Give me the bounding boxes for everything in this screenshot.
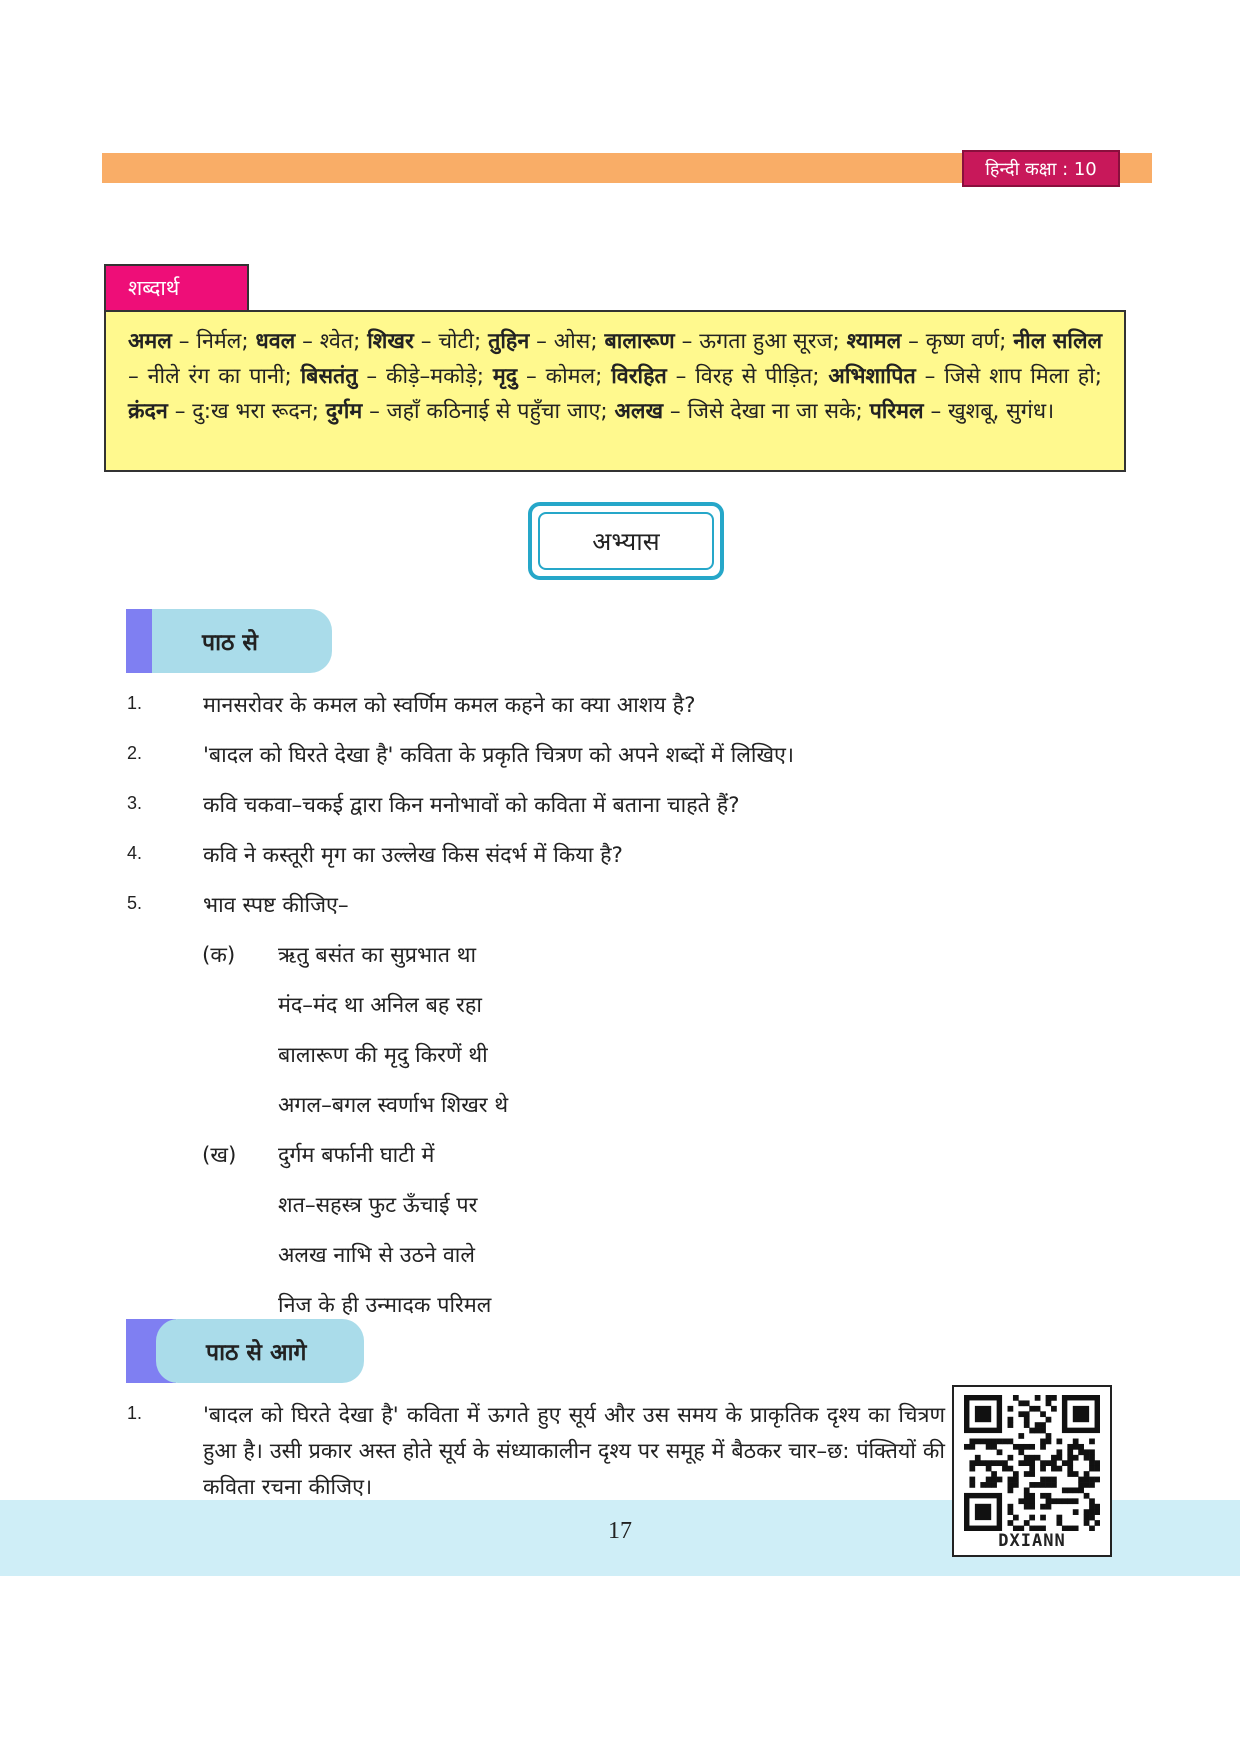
poem-line: शत–सहस्त्र फुट ऊँचाई पर <box>278 1193 478 1218</box>
question-item <box>127 890 349 919</box>
question-text: कवि चकवा–चकई द्वारा किन मनोभावों को कविता में बताना चाहते हैं? <box>203 793 740 818</box>
glossary-entry: बालारूण – ऊगता हुआ सूरज; <box>604 329 840 354</box>
glossary-entry: दुर्गम – जहाँ कठिनाई से पहुँचा जाए; <box>325 399 608 424</box>
glossary-entry: अलख – जिसे देखा ना जा सके; <box>614 399 863 424</box>
glossary-entry: अभिशापित – जिसे शाप मिला हो; <box>828 364 1103 389</box>
poem-line: दुर्गम बर्फानी घाटी में <box>278 1143 435 1168</box>
question-number: 1. <box>127 1403 143 1423</box>
question-item <box>127 690 696 719</box>
section-title-path-se-aage: पाठ से आगे <box>156 1319 364 1383</box>
poem-line: अगल–बगल स्वर्णाभ शिखर थे <box>278 1093 509 1118</box>
question-text: कवि ने कस्तूरी मृग का उल्लेख किस संदर्भ में किया है? <box>203 843 623 868</box>
glossary-entry: शिखर – चोटी; <box>367 329 482 354</box>
header-class-label: हिन्दी कक्षा : 10 <box>962 150 1120 187</box>
question-text: 'बादल को घिरते देखा है' कविता के प्रकृति चित्रण को अपने शब्दों में लिखिए। <box>203 743 795 768</box>
question-number: 2. <box>127 743 143 763</box>
glossary-entry: मृदु – कोमल; <box>492 364 603 389</box>
question-text: मानसरोवर के कमल को स्वर्णिम कमल कहने का क्या आशय है? <box>203 693 696 718</box>
glossary-entry: अमल – निर्मल; <box>128 329 249 354</box>
glossary-entry: विरहित – विरह से पीड़ित; <box>611 364 820 389</box>
glossary-entry: नील सलिल – नीले रंग का पानी; <box>128 329 1103 389</box>
poem-line: बालारूण की मृदु किरणें थी <box>278 1043 488 1068</box>
glossary-entry: बिसतंतु – कीड़े–मकोड़े; <box>300 364 484 389</box>
poem-line: निज के ही उन्मादक परिमल <box>278 1293 492 1318</box>
glossary-entry: श्यामल – कृष्ण वर्ण; <box>846 329 1007 354</box>
glossary-entry: तुहिन – ओस; <box>488 329 598 354</box>
question-item <box>127 840 623 869</box>
question-item <box>127 1398 945 1506</box>
poem-line: ऋतु बसंत का सुप्रभात था <box>278 943 477 968</box>
qr-code-pattern <box>964 1395 1100 1531</box>
qr-code <box>952 1385 1112 1557</box>
glossary-box <box>104 310 1126 472</box>
exercise-heading: अभ्यास <box>538 512 714 570</box>
question-text: भाव स्पष्ट कीजिए– <box>203 893 349 918</box>
question-number: 4. <box>127 843 143 863</box>
exercise-heading-frame <box>528 502 724 580</box>
question-text: 'बादल को घिरते देखा है' कविता में ऊगते हुए सूर्य और उस समय के प्राकृतिक दृश्य का चित्रण हुआ है। उसी प्रकार अस्त होते सूर्य के संध्याकालीन दृश्य पर समूह में बैठकर चार–छ: पंक्तियों की कविता रचना कीजिए। <box>203 1403 945 1500</box>
question-item <box>127 740 794 769</box>
question-number: 5. <box>127 893 143 913</box>
glossary-entry: परिमल – खुशबू, सुगंध। <box>869 399 1055 424</box>
poem-line: मंद–मंद था अनिल बह रहा <box>278 993 482 1018</box>
glossary-entry: क्रंदन – दु:ख भरा रूदन; <box>128 399 319 424</box>
poem-line: अलख नाभि से उठने वाले <box>278 1243 475 1268</box>
question-item <box>127 790 740 819</box>
question-number: 3. <box>127 793 143 813</box>
qr-code-text: DXIANN <box>998 1531 1066 1551</box>
page-number: 17 <box>608 1518 632 1544</box>
part-label-ka: (क) <box>202 943 236 968</box>
part-label-kha: (ख) <box>202 1143 237 1168</box>
section-title-path-se: पाठ से <box>152 609 332 673</box>
glossary-entry: धवल – श्वेत; <box>255 329 361 354</box>
glossary-tab: शब्दार्थ <box>104 264 249 310</box>
question-number: 1. <box>127 693 143 713</box>
